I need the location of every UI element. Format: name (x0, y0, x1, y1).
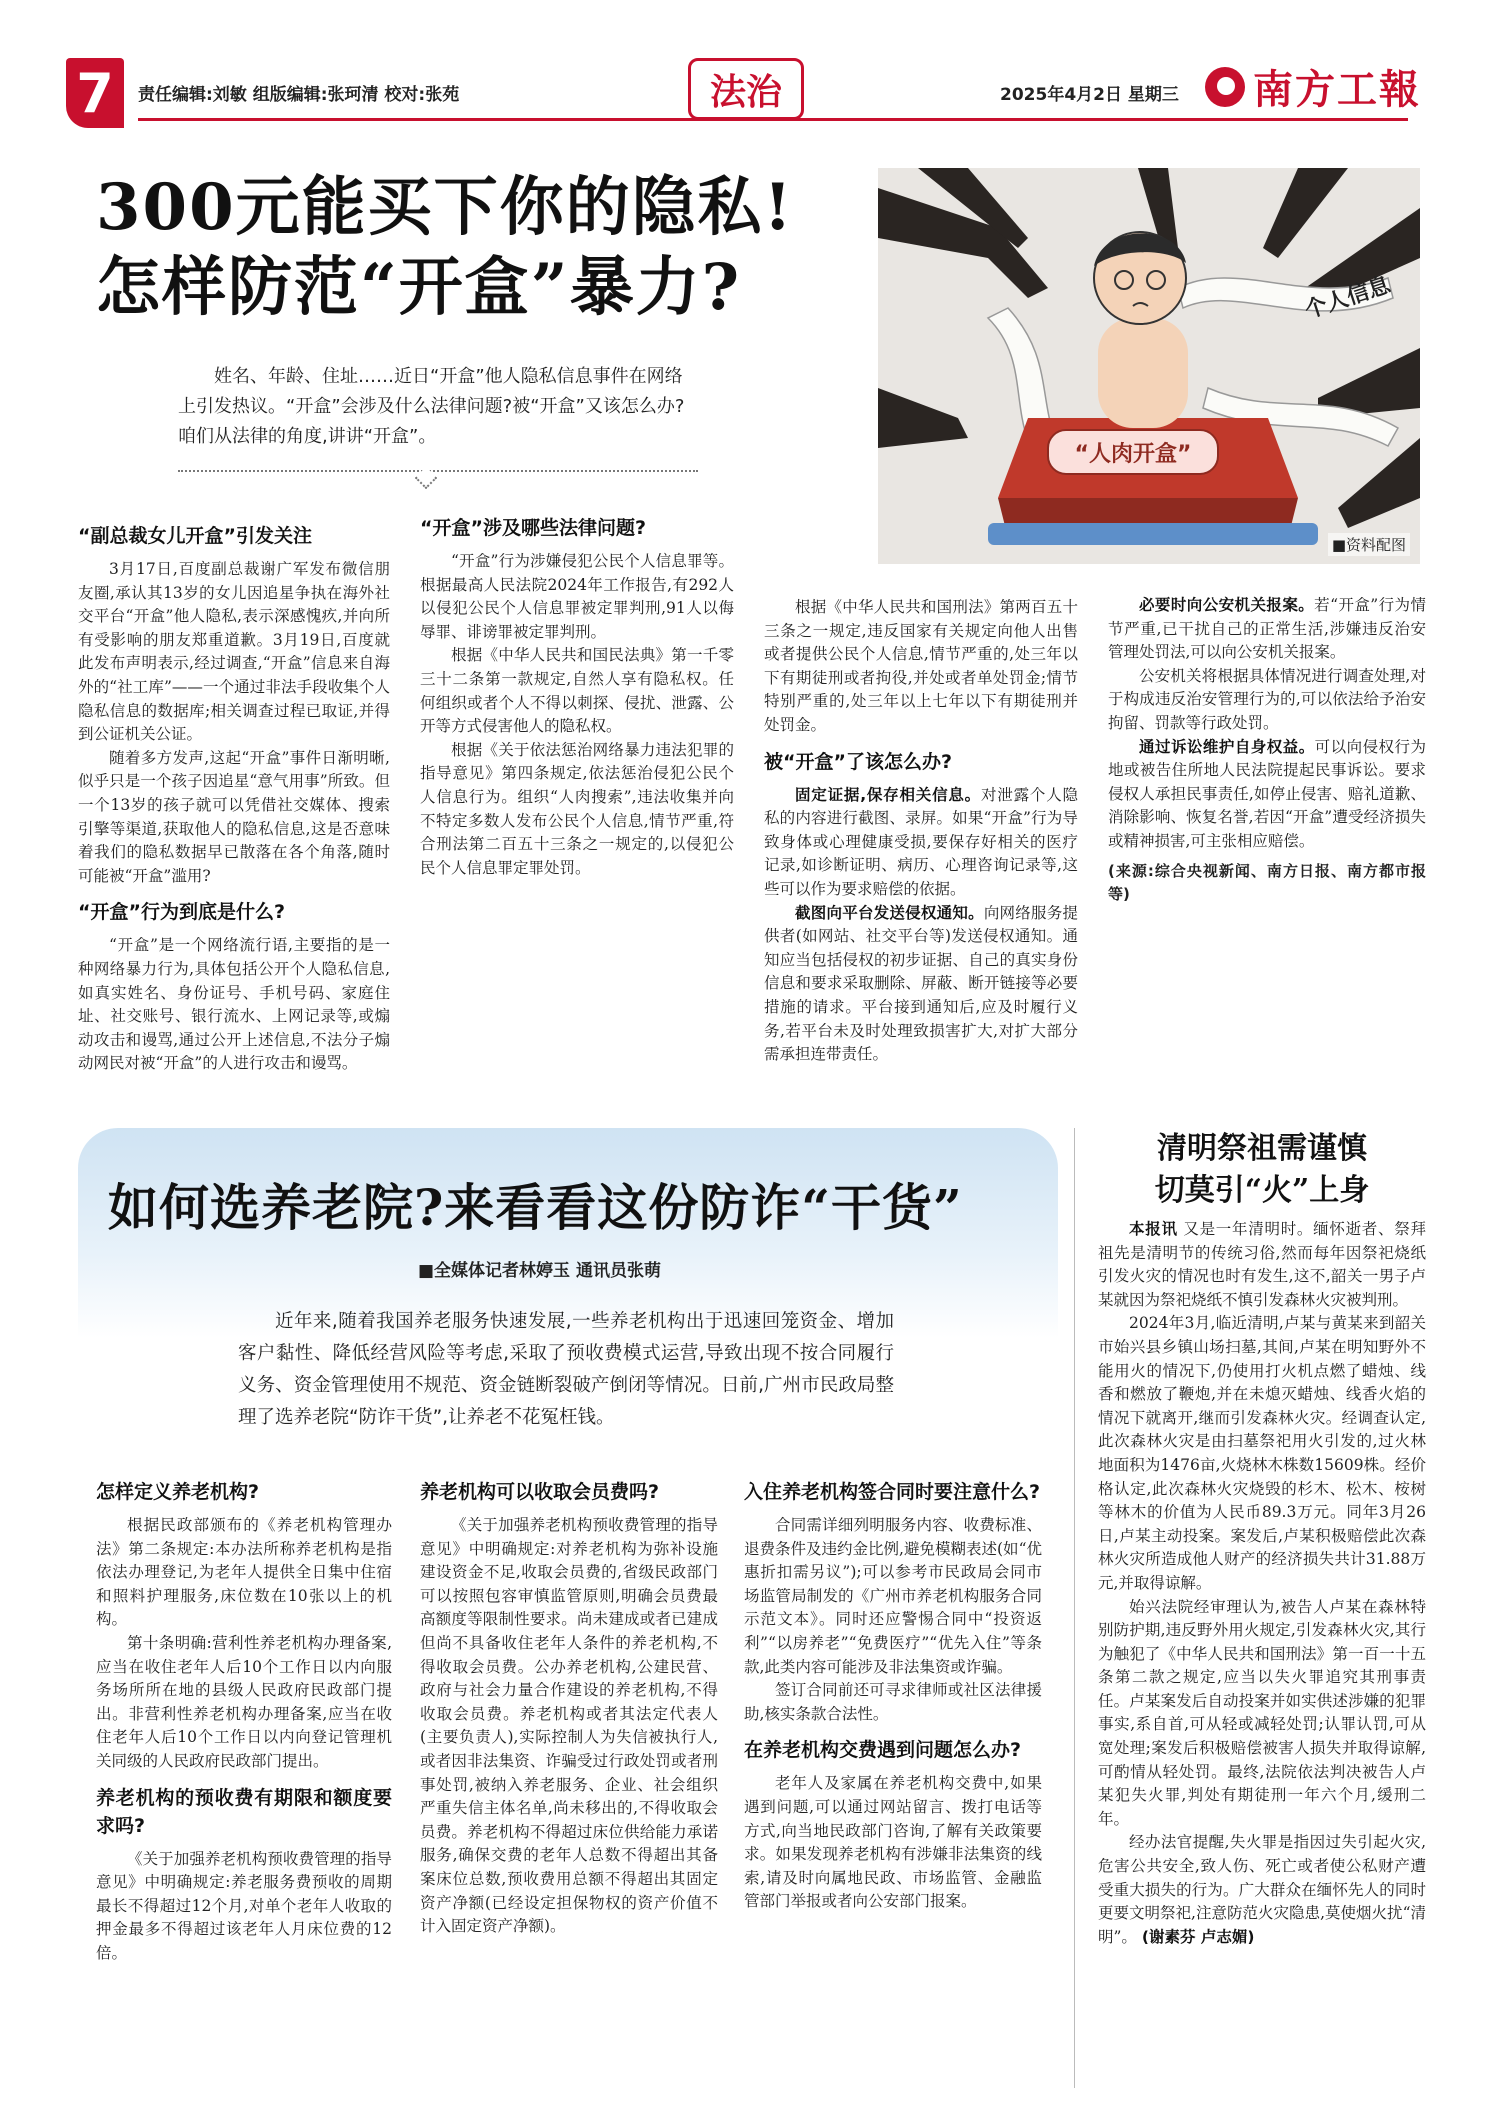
paragraph: 合同需详细列明服务内容、收费标准、退费条件及违约金比例,避免模糊表述(如“优惠折扣需另议”);可以参考市民政局会同市场监管局制发的《广州市养老机构服务合同示范文本》。同时还应警惕合同中“投资返利”“以房养老”“免费医疗”“优先入住”等条款,此类内容可能涉及非法集资或诈骗。 (744, 1516, 1042, 1676)
article1-source: (来源:综合央视新闻、南方日报、南方都市报等) (1108, 861, 1426, 904)
paragraph: “开盒”行为涉嫌侵犯公民个人信息罪等。根据最高人民法院2024年工作报告,有292人以侵犯公民个人信息罪被定罪判刑,91人以侮辱罪、诽谤罪被定罪判刑。 (420, 552, 734, 641)
newspaper-name: 南方工報 (1253, 66, 1421, 113)
paragraph (1098, 1596, 1426, 1832)
issue-date: 2025年4月2日 星期三 (1000, 85, 1179, 105)
paragraph-text: 又是一年清明时。缅怀逝者、祭拜祖先是清明节的传统习俗,然而每年因祭祀烧纸引发火灾的情况也时有发生,这不,韶关一男子卢某就因为祭祀烧纸不慎引发森林火灾被判刑。 (1098, 1220, 1426, 1309)
newspaper-logo (1205, 58, 1421, 115)
logo-mark-icon (1205, 67, 1245, 107)
article1-illustration (878, 168, 1420, 564)
paragraph-text: 始兴法院经审理认为,被告人卢某在森林特别防护期,违反野外用火规定,引发森林火灾,其行为触犯了《中华人民共和国刑法》第一百一十五条第二款之规定,应当以失火罪追究其刑事责任。卢某案发后自动投案并如实供述涉嫌的犯罪事实,系自首,可从轻或减轻处罚;认罪认罚,可从宽处理;案发后积极赔偿被害人损失并取得谅解,可酌情从轻处罚。最终,法院依法判决被告人卢某犯失火罪,判处有期徒刑一年六个月,缓刑二年。 (1098, 1597, 1426, 1828)
article1-column-3 (764, 596, 1078, 1067)
article2-title: 如何选养老院?来看看这份防诈“干货” (108, 1178, 963, 1237)
paragraph: 根据《中华人民共和国民法典》第一千零三十二条第一款规定,自然人享有隐私权。任何组织或者个人不得以刺探、侵扰、泄露、公开等方式侵害他人的隐私权。 (420, 646, 734, 736)
paragraph-text: 2024年3月,临近清明,卢某与黄某来到韶关市始兴县乡镇山场扫墓,其间,卢某在明知野外不能用火的情况下,仍使用打火机点燃了蜡烛、线香和燃放了鞭炮,并在未熄灭蜡烛、线香火焰的情况下就离开,继而引发森林火灾。经调查认定,此次森林火灾是由扫墓祭祀用火引发的,过火林地面积为1476亩,火烧林木株数15609株。经价格认定,此次森林火灾烧毁的杉木、松木、桉树等林木的价值为人民币89.3万元。同年3月26日,卢某主动投案。案发后,卢某积极赔偿此次森林火灾所造成他人财产的经济损失共计31.88万元,并取得谅解。 (1098, 1314, 1426, 1592)
paragraph-text: 若“开盒”行为情节严重,已干扰自己的正常生活,涉嫌违反治安管理处罚法,可以向公安机关报案。 (1108, 596, 1426, 662)
paragraph: 3月17日,百度副总裁谢广军发布微信朋友圈,承认其13岁的女儿因追星争执在海外社交平台“开盒”他人隐私,表示深感愧疚,并向所有受影响的朋友郑重道歉。3月19日,百度就此发布声明表示,经过调查,“开盒”信息来自海外的“社工库”——一个通过非法手段收集个人隐私信息的数据库;相关调查过程已取证,并得到公证机关公证。 (78, 560, 390, 744)
article2-byline: ■全媒体记者林婷玉 通讯员张萌 (418, 1261, 661, 1281)
article3-body (1098, 1218, 1426, 1949)
paragraph: 《关于加强养老机构预收费管理的指导意见》中明确规定:对养老机构为弥补设施建设资金不足,收取会员费的,省级民政部门可以按照包容审慎监管原则,明确会员费最高额度等限制性要求。尚未建成或者已建成但尚不具备收住老年人条件的养老机构,不得收取会员费。公办养老机构,公建民营、政府与社会力量合作建设的养老机构,不得收取会员费。养老机构或者其法定代表人(主要负责人),实际控制人为失信被执行人,或者因非法集资、诈骗受过行政处罚或者刑事处罚,被纳入养老服务、企业、社会组织严重失信主体名单,尚未移出的,不得收取会员费。养老机构不得超过床位供给能力承诺服务,确保交费的老年人总数不得超出其备案床位总数,预收费用总额不得超出其固定资产净额(已经设定担保物权的资产价值不计入固定资产净额)。 (420, 1516, 718, 1936)
section-heading: “开盒”涉及哪些法律问题? (420, 517, 646, 539)
paragraph (1108, 594, 1426, 665)
paragraph (1108, 665, 1426, 736)
section-heading: 怎样定义养老机构? (96, 1481, 260, 1503)
editor-credits: 责任编辑:刘敏 组版编辑:张珂清 校对:张苑 (138, 85, 460, 105)
section-heading: 被“开盒”了该怎么办? (764, 750, 952, 773)
paragraph: 《关于加强养老机构预收费管理的指导意见》中明确规定:养老服务费预收的周期最长不得超过12个月,对单个老年人收取的押金最多不得超过该老年人月床位费的12倍。 (96, 1849, 392, 1962)
paragraph-text: 可以向侵权行为地或被告住所地人民法院提起民事诉讼。要求侵权人承担民事责任,如停止侵害、赔礼道歉、消除影响、恢复名誉,若因“开盒”遭受经济损失或精神损害,可主张相应赔偿。 (1108, 737, 1426, 850)
paragraph-text: 对泄露个人隐私的内容进行截图、录屏。如果“开盒”行为导致身体或心理健康受损,要保存好相关的医疗记录,如诊断证明、病历、心理咨询记录等,这些可以作为要求赔偿的依据。 (764, 785, 1078, 898)
article1-column-4 (1108, 594, 1426, 907)
section-heading: 在养老机构交费遇到问题怎么办? (744, 1739, 1022, 1762)
section-heading: 入住养老机构签合同时要注意什么? (744, 1481, 1041, 1503)
article2-intro: 近年来,随着我国养老服务快速发展,一些养老机构出于迅速回笼资金、增加客户黏性、降低经营风险等考虑,采取了预收费模式运营,导致出现不按合同履行义务、资金管理使用不规范、资金链断裂破产倒闭等情况。日前,广州市民政局整理了选养老院“防诈干货”,让养老不花冤枉钱。 (238, 1311, 894, 1428)
article3-title (1092, 1128, 1432, 1212)
section-heading: “副总裁女儿开盒”引发关注 (78, 525, 312, 547)
paragraph-lead: 固定证据,保存相关信息。 (795, 785, 981, 804)
paragraph-lead: 必要时向公安机关报案。 (1139, 596, 1315, 614)
paragraph (1098, 1312, 1426, 1595)
paragraph-text: 公安机关将根据具体情况进行调查处理,对于构成违反治安管理行为的,可以依法给予治安拘留、罚款等行政处罚。 (1108, 666, 1426, 732)
paragraph (1098, 1831, 1426, 1949)
paragraph (1108, 736, 1426, 854)
article1-column-2 (420, 514, 734, 880)
paragraph: 根据民政部颁布的《养老机构管理办法》第二条规定:本办法所称养老机构是指依法办理登记,为老年人提供全日集中住宿和照料护理服务,床位数在10张以上的机构。 (96, 1516, 392, 1629)
section-heading: “开盒”行为到底是什么? (78, 901, 285, 924)
paragraph: 第十条明确:营利性养老机构办理备案,应当在收住老年人后10个工作日以内向服务场所所在地的县级人民政府民政部门提出。非营利性养老机构办理备案,应当在收住老年人后10个工作日以内向登记管理机关同级的人民政府民政部门提出。 (96, 1633, 392, 1770)
article3-title-line1: 清明祭祖需谨慎 (1157, 1131, 1367, 1166)
column-divider (1074, 1128, 1075, 2088)
section-heading: 养老机构可以收取会员费吗? (420, 1481, 660, 1503)
article2-column-2 (420, 1478, 718, 1939)
paragraph: “开盒”是一个网络流行语,主要指的是一种网络暴力行为,具体包括公开个人隐私信息,如真实姓名、身份证号、手机号码、家庭住址、社交账号、银行流水、上网记录等,或煽动攻击和谩骂,通过公开上述信息,不法分子煽动网民对被“开盒”的人进行攻击和谩骂。 (78, 936, 390, 1073)
paragraph-lead: 本报讯 (1129, 1220, 1178, 1238)
paragraph: 签订合同前还可寻求律师或社区法律援助,核实条款合法性。 (744, 1681, 1042, 1723)
doxxing-illustration (878, 168, 1420, 564)
article1-intro: 姓名、年龄、住址……近日“开盒”他人隐私信息事件在网络上引发热议。“开盒”会涉及什么法律问题?被“开盒”又该怎么办?咱们从法律的角度,讲讲“开盒”。 (178, 366, 685, 447)
paragraph: 老年人及家属在养老机构交费中,如果遇到问题,可以通过网站留言、拨打电话等方式,向当地民政部门咨询,了解有关政策要求。如果发现养老机构有涉嫌非法集资的线索,请及时向属地民政、市场监管、金融监管部门举报或者向公安部门报案。 (744, 1774, 1042, 1911)
illustration-label: “人肉开盒” (1074, 442, 1192, 467)
paragraph-lead: 通过诉讼维护自身权益。 (1139, 737, 1315, 756)
page-number: 7 (66, 58, 124, 128)
paragraph (1098, 1218, 1426, 1312)
paragraph-lead: 截图向平台发送侵权通知。 (795, 903, 984, 922)
paragraph: 根据《中华人民共和国刑法》第两百五十三条之一规定,违反国家有关规定向他人出售或者提供公民个人信息,情节严重的,处三年以下有期徒刑或者拘役,并处或者单处罚金;情节特别严重的,处三年以上七年以下有期徒刑并处罚金。 (764, 598, 1078, 734)
paragraph: 随着多方发声,这起“开盒”事件日渐明晰,似乎只是一个孩子因追星“意气用事”所致。但一个13岁的孩子就可以凭借社交媒体、搜索引擎等渠道,获取他人的隐私信息,这是否意味着我们的隐私数据早已散落在各个角落,随时可能被“开盒”滥用? (78, 748, 390, 885)
image-credit: ■资料配图 (1328, 533, 1410, 556)
article1-title-line1: 300元能买下你的隐私! (96, 170, 794, 245)
article3-author: (谢素芬 卢志媚) (1141, 1927, 1255, 1946)
paragraph-text: 向网络服务提供者(如网站、社交平台等)发送侵权通知。通知应当包括侵权的初步证据、自己的真实身份信息和要求采取删除、屏蔽、断开链接等必要措施的请求。平台接到通知后,应及时履行义务,若平台未及时处理致损害扩大,对扩大部分需承担连带责任。 (764, 903, 1078, 1064)
article2-column-1 (96, 1478, 392, 1966)
masthead-divider (138, 118, 1408, 121)
section-label: 法治 (688, 58, 804, 120)
illustration-tag: 个人信息 (1301, 271, 1394, 324)
article1-column-1 (78, 522, 390, 1076)
article3-title-line2: 切莫引“火”上身 (1154, 1173, 1370, 1208)
paragraph-text: 经办法官提醒,失火罪是指因过失引起火灾,危害公共安全,致人伤、死亡或者使公私财产遭受重大损失的行为。广大群众在缅怀先人的同时更要文明祭祀,注意防范火灾隐患,莫使烟火扰“清明”。 (1098, 1833, 1426, 1946)
paragraph (764, 902, 1078, 1067)
article2-column-3 (744, 1478, 1042, 1914)
article1-title-line2: 怎样防范“开盒”暴力? (96, 250, 742, 325)
intro-divider (178, 470, 698, 472)
section-heading: 养老机构的预收费有期限和额度要求吗? (96, 1786, 392, 1837)
paragraph: 根据《关于依法惩治网络暴力违法犯罪的指导意见》第四条规定,依法惩治侵犯公民个人信息行为。组织“人肉搜索”,违法收集并向不特定多数人发布公民个人信息,情节严重,符合刑法第二百五十三条之一规定的,以侵犯公民个人信息罪定罪处罚。 (420, 740, 734, 877)
paragraph (764, 784, 1078, 902)
